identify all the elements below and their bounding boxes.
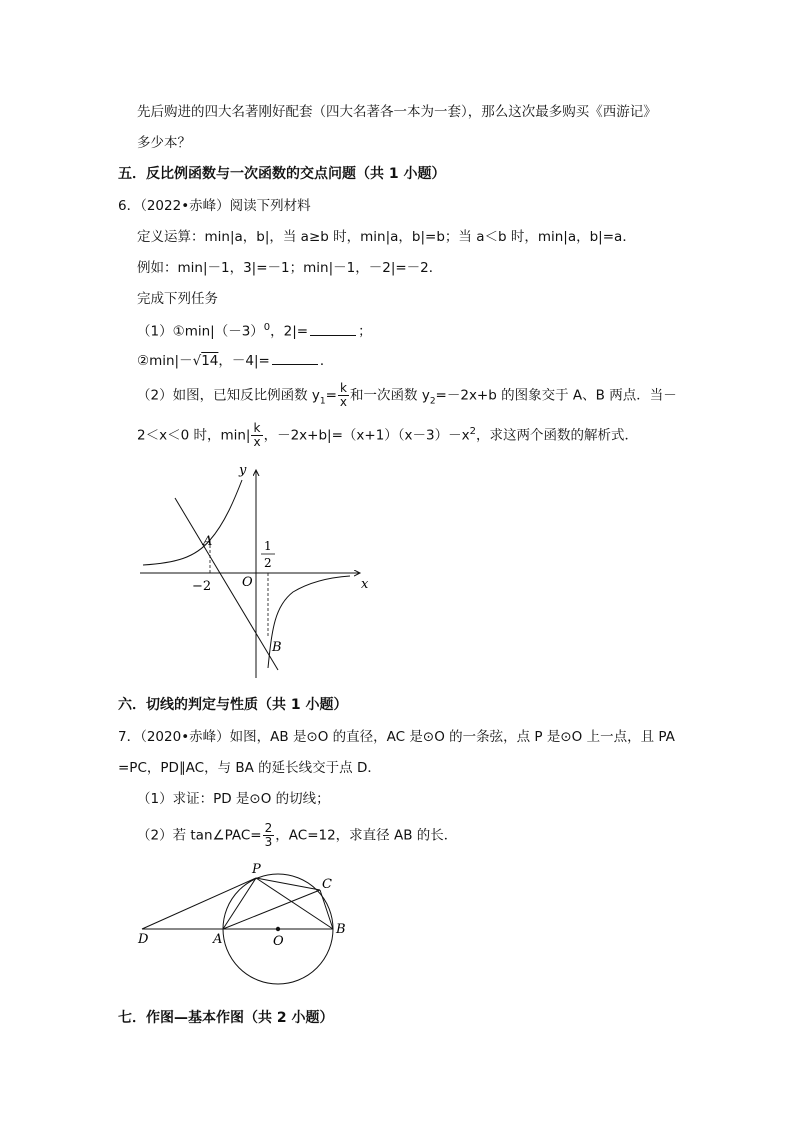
section-7-title: 七．作图—基本作图（共 2 小题） [118,1010,334,1026]
definition-line: 定义运算：min|a，b|，当 a≥b 时，min|a，b|=b；当 a＜b 时，min|a，b|=a． [137,229,636,245]
half-numerator: 1 [264,539,272,553]
center-point [276,927,280,931]
task-intro: 完成下列任务 [137,291,218,307]
label-d: D [138,932,149,947]
task-1-line: $(1)①\min|(-3)^0$，2|= ； [137,322,372,340]
label-p: P [252,862,261,877]
line-pd [142,878,256,929]
tick-neg-2: −2 [192,579,212,594]
section-6-title: 六．切线的判定与性质（共 1 小题） [118,697,348,713]
fraction-k-over-x-2: $\frac{k}{x}$ [253,421,261,450]
fraction-2-over-3: $\frac{2}{3}$ [264,821,273,850]
line-cb [320,890,333,929]
point-a-label: A [203,534,213,549]
point-b-label: B [272,640,282,655]
sqrt-symbol: √ [192,353,202,369]
intro-line-2: 多少本？ [137,135,191,151]
question-6-header [118,198,311,214]
label-b: B [336,922,346,937]
fraction-k-over-x: $\frac{k}{x}$ [339,381,348,410]
label-a: A [213,932,223,947]
hyperbola-left-branch [143,480,242,565]
part-2-line-1: （2）如图，已知反比例函数 $y_1=$ $\frac{k}{x}$ 和一次函数 $y_2=-2x+b$ 的图象交于 A、B 两点．当－ [137,381,677,410]
part-2-line-2: 2＜x＜0 时，min| $\frac{k}{x}$ ，$-2x+b|=(x+1)(x-3)-x^2$，求这两个函数的解析式． [137,421,638,450]
question-7-line-2: =PC，PD∥AC，与 BA 的延长线交于点 D． [118,760,381,776]
question-7-line-1: 7．（2020•赤峰）如图，AB 是⊙O 的直径，AC 是⊙O 的一条弦，点 P 是⊙O 上一点，且 PA [118,729,675,745]
answer-blank-2[interactable] [272,353,318,365]
answer-blank-1[interactable] [310,324,356,336]
circle-geometry-figure [130,858,360,993]
linear-function-line [175,498,278,670]
question-7-sub-1: （1）求证：PD 是⊙O 的切线； [137,791,330,807]
half-denominator: 2 [264,556,272,570]
y-axis-label: y [239,463,247,478]
question-source: （2022•赤峰）阅读下列材料 [140,198,311,214]
x-axis-label: x [361,577,369,592]
section-5-title: 五．反比例函数与一次函数的交点问题（共 1 小题） [118,166,446,182]
example-line: 例如：min|－1，3|=－1；min|－1，－2|=－2． [137,260,443,276]
label-o: O [273,934,284,949]
task-2-line: ②min|－√14，－4|= ． [137,353,334,369]
intro-line-1: 先后购进的四大名著刚好配套（四大名著各一本为一套），那么这次最多购买《西游记》 [137,104,657,120]
question-number: 6． [118,198,141,214]
function-graph [135,458,380,683]
origin-label: O [242,575,253,590]
label-c: C [322,877,332,892]
line-ac [223,890,320,929]
question-7-sub-2: （2）若 tan∠PAC= $\frac{2}{3}$ ，AC=12，求直径 AB 的长． [137,821,458,850]
